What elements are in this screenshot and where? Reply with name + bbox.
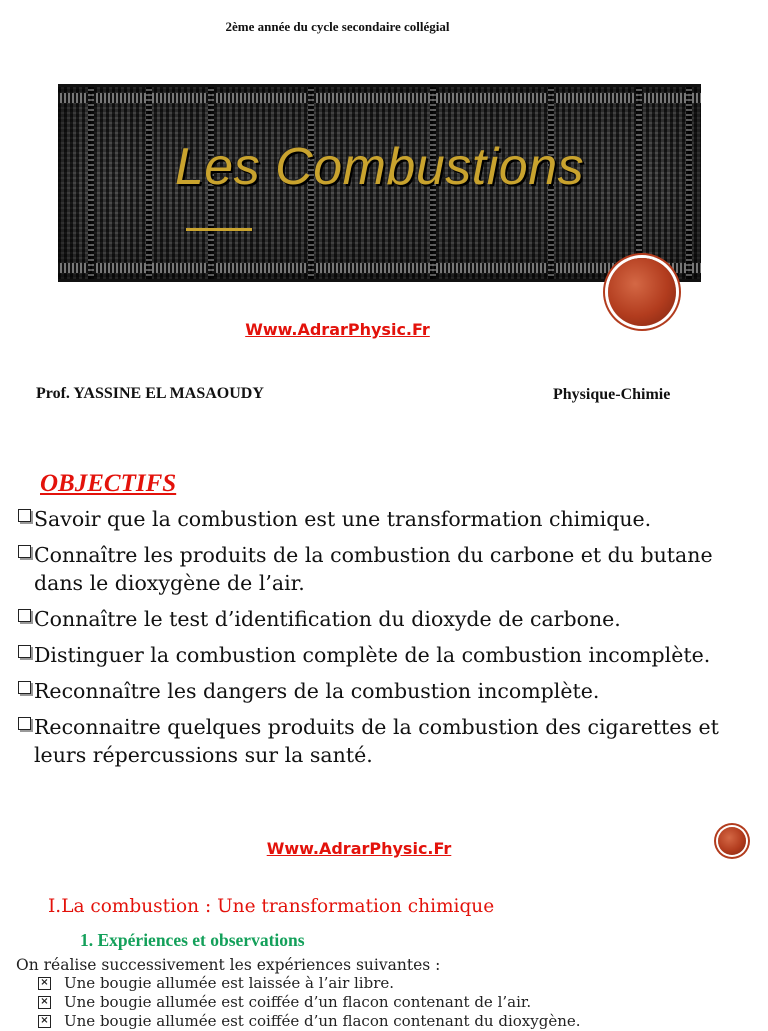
banner-top-band bbox=[58, 93, 701, 103]
objectives-heading: OBJECTIFS bbox=[40, 470, 177, 497]
experiments-list bbox=[38, 974, 581, 1031]
subject-label: Physique-Chimie bbox=[553, 386, 671, 403]
list-item: Connaître le test d’identification du dioxyde de carbone. bbox=[18, 605, 758, 633]
list-item: Savoir que la combustion est une transformation chimique. bbox=[18, 505, 758, 533]
x-box-icon: × bbox=[38, 977, 51, 990]
checkbox-bullet-icon bbox=[18, 645, 31, 658]
decorative-orb-icon bbox=[718, 827, 746, 855]
section-heading: I.La combustion : Une transformation chimique bbox=[48, 896, 495, 917]
checkbox-bullet-icon bbox=[18, 717, 31, 730]
title-underline bbox=[186, 228, 252, 231]
experiments-intro: On réalise successivement les expériences suivantes : bbox=[16, 956, 441, 974]
checkbox-bullet-icon bbox=[18, 545, 31, 558]
list-item: Reconnaître les dangers de la combustion incomplète. bbox=[18, 677, 758, 705]
list-item: Distinguer la combustion complète de la combustion incomplète. bbox=[18, 641, 758, 669]
x-box-icon: × bbox=[38, 1015, 51, 1028]
title-banner bbox=[58, 84, 701, 282]
document-title: Les Combustions bbox=[174, 138, 585, 196]
author-name: Prof. YASSINE EL MASAOUDY bbox=[36, 385, 264, 402]
list-item: × Une bougie allumée est coiffée d’un flacon contenant du dioxygène. bbox=[38, 1012, 581, 1031]
list-item: Connaître les produits de la combustion du carbone et du butane dans le dioxygène de l’air. bbox=[18, 541, 758, 597]
checkbox-bullet-icon bbox=[18, 509, 31, 522]
grade-level-header: 2ème année du cycle secondaire collégial bbox=[225, 19, 450, 34]
checkbox-bullet-icon bbox=[18, 681, 31, 694]
list-item: Reconnaitre quelques produits de la combustion des cigarettes et leurs répercussions sur la santé. bbox=[18, 713, 758, 769]
list-item: × Une bougie allumée est laissée à l’air libre. bbox=[38, 974, 581, 993]
website-link[interactable]: Www.AdrarPhysic.Fr bbox=[266, 839, 452, 858]
banner-bottom-band bbox=[58, 263, 701, 273]
subsection-heading: 1. Expériences et observations bbox=[80, 930, 305, 950]
decorative-orb-icon bbox=[608, 258, 676, 326]
list-item: × Une bougie allumée est coiffée d’un flacon contenant de l’air. bbox=[38, 993, 581, 1012]
checkbox-bullet-icon bbox=[18, 609, 31, 622]
objectives-list bbox=[18, 505, 758, 777]
website-link[interactable]: Www.AdrarPhysic.Fr bbox=[245, 320, 430, 339]
x-box-icon: × bbox=[38, 996, 51, 1009]
